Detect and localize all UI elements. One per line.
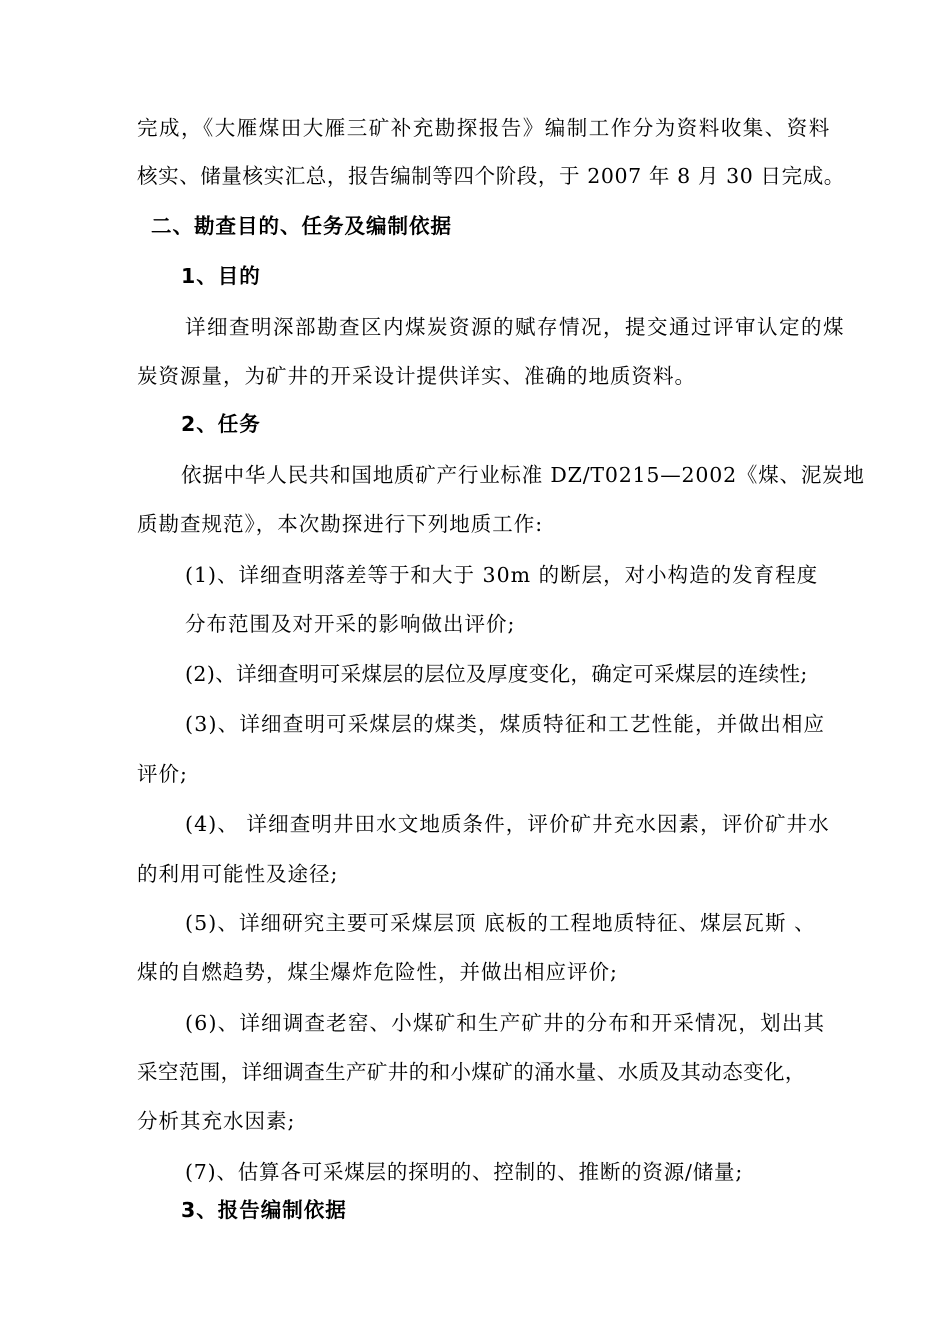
list-item: (6)、详细调查老窑、小煤矿和生产矿井的分布和开采情况，划出其: [185, 1011, 826, 1035]
subsection-heading: 2、任务: [181, 412, 261, 436]
list-item-continuation: 煤的自燃趋势，煤尘爆炸危险性，并做出相应评价;: [137, 960, 618, 984]
list-item-continuation: 分析其充水因素;: [137, 1109, 296, 1133]
list-item: (2)、详细查明可采煤层的层位及厚度变化，确定可采煤层的连续性;: [185, 662, 808, 686]
list-item-continuation: 分布范围及对开采的影响做出评价;: [185, 612, 516, 636]
section-heading: 二、勘查目的、任务及编制依据: [151, 214, 452, 238]
paragraph-line: 炭资源量，为矿井的开采设计提供详实、准确的地质资料。: [137, 364, 696, 388]
paragraph-line: 核实、储量核实汇总，报告编制等四个阶段，于 2007 年 8 月 30 日完成。: [137, 164, 845, 188]
list-item: (1)、详细查明落差等于和大于 30m 的断层，对小构造的发育程度: [185, 563, 819, 587]
paragraph-line: 依据中华人民共和国地质矿产行业标准 DZ/T0215—2002《煤、泥炭地: [181, 463, 865, 487]
list-item: (3)、详细查明可采煤层的煤类，煤质特征和工艺性能，并做出相应: [185, 712, 826, 736]
list-item: (5)、详细研究主要可采煤层顶 底板的工程地质特征、煤层瓦斯 、: [185, 911, 816, 935]
paragraph-line: 完成，《大雁煤田大雁三矿补充勘探报告》编制工作分为资料收集、资料: [137, 116, 831, 140]
subsection-heading: 3、报告编制依据: [181, 1198, 347, 1222]
list-item: (7)、估算各可采煤层的探明的、控制的、推断的资源/储量;: [185, 1160, 744, 1184]
list-item-continuation: 采空范围，详细调查生产矿井的和小煤矿的涌水量、水质及其动态变化，: [137, 1060, 806, 1084]
paragraph-line: 详细查明深部勘查区内煤炭资源的赋存情况，提交通过评审认定的煤: [185, 315, 845, 339]
subsection-heading: 1、目的: [181, 264, 261, 288]
paragraph-line: 质勘查规范》，本次勘探进行下列地质工作:: [137, 512, 544, 536]
list-item-continuation: 评价;: [137, 762, 188, 786]
list-item-continuation: 的利用可能性及途径;: [137, 862, 339, 886]
list-item: (4)、 详细查明井田水文地质条件，评价矿井充水因素，评价矿井水: [185, 812, 830, 836]
